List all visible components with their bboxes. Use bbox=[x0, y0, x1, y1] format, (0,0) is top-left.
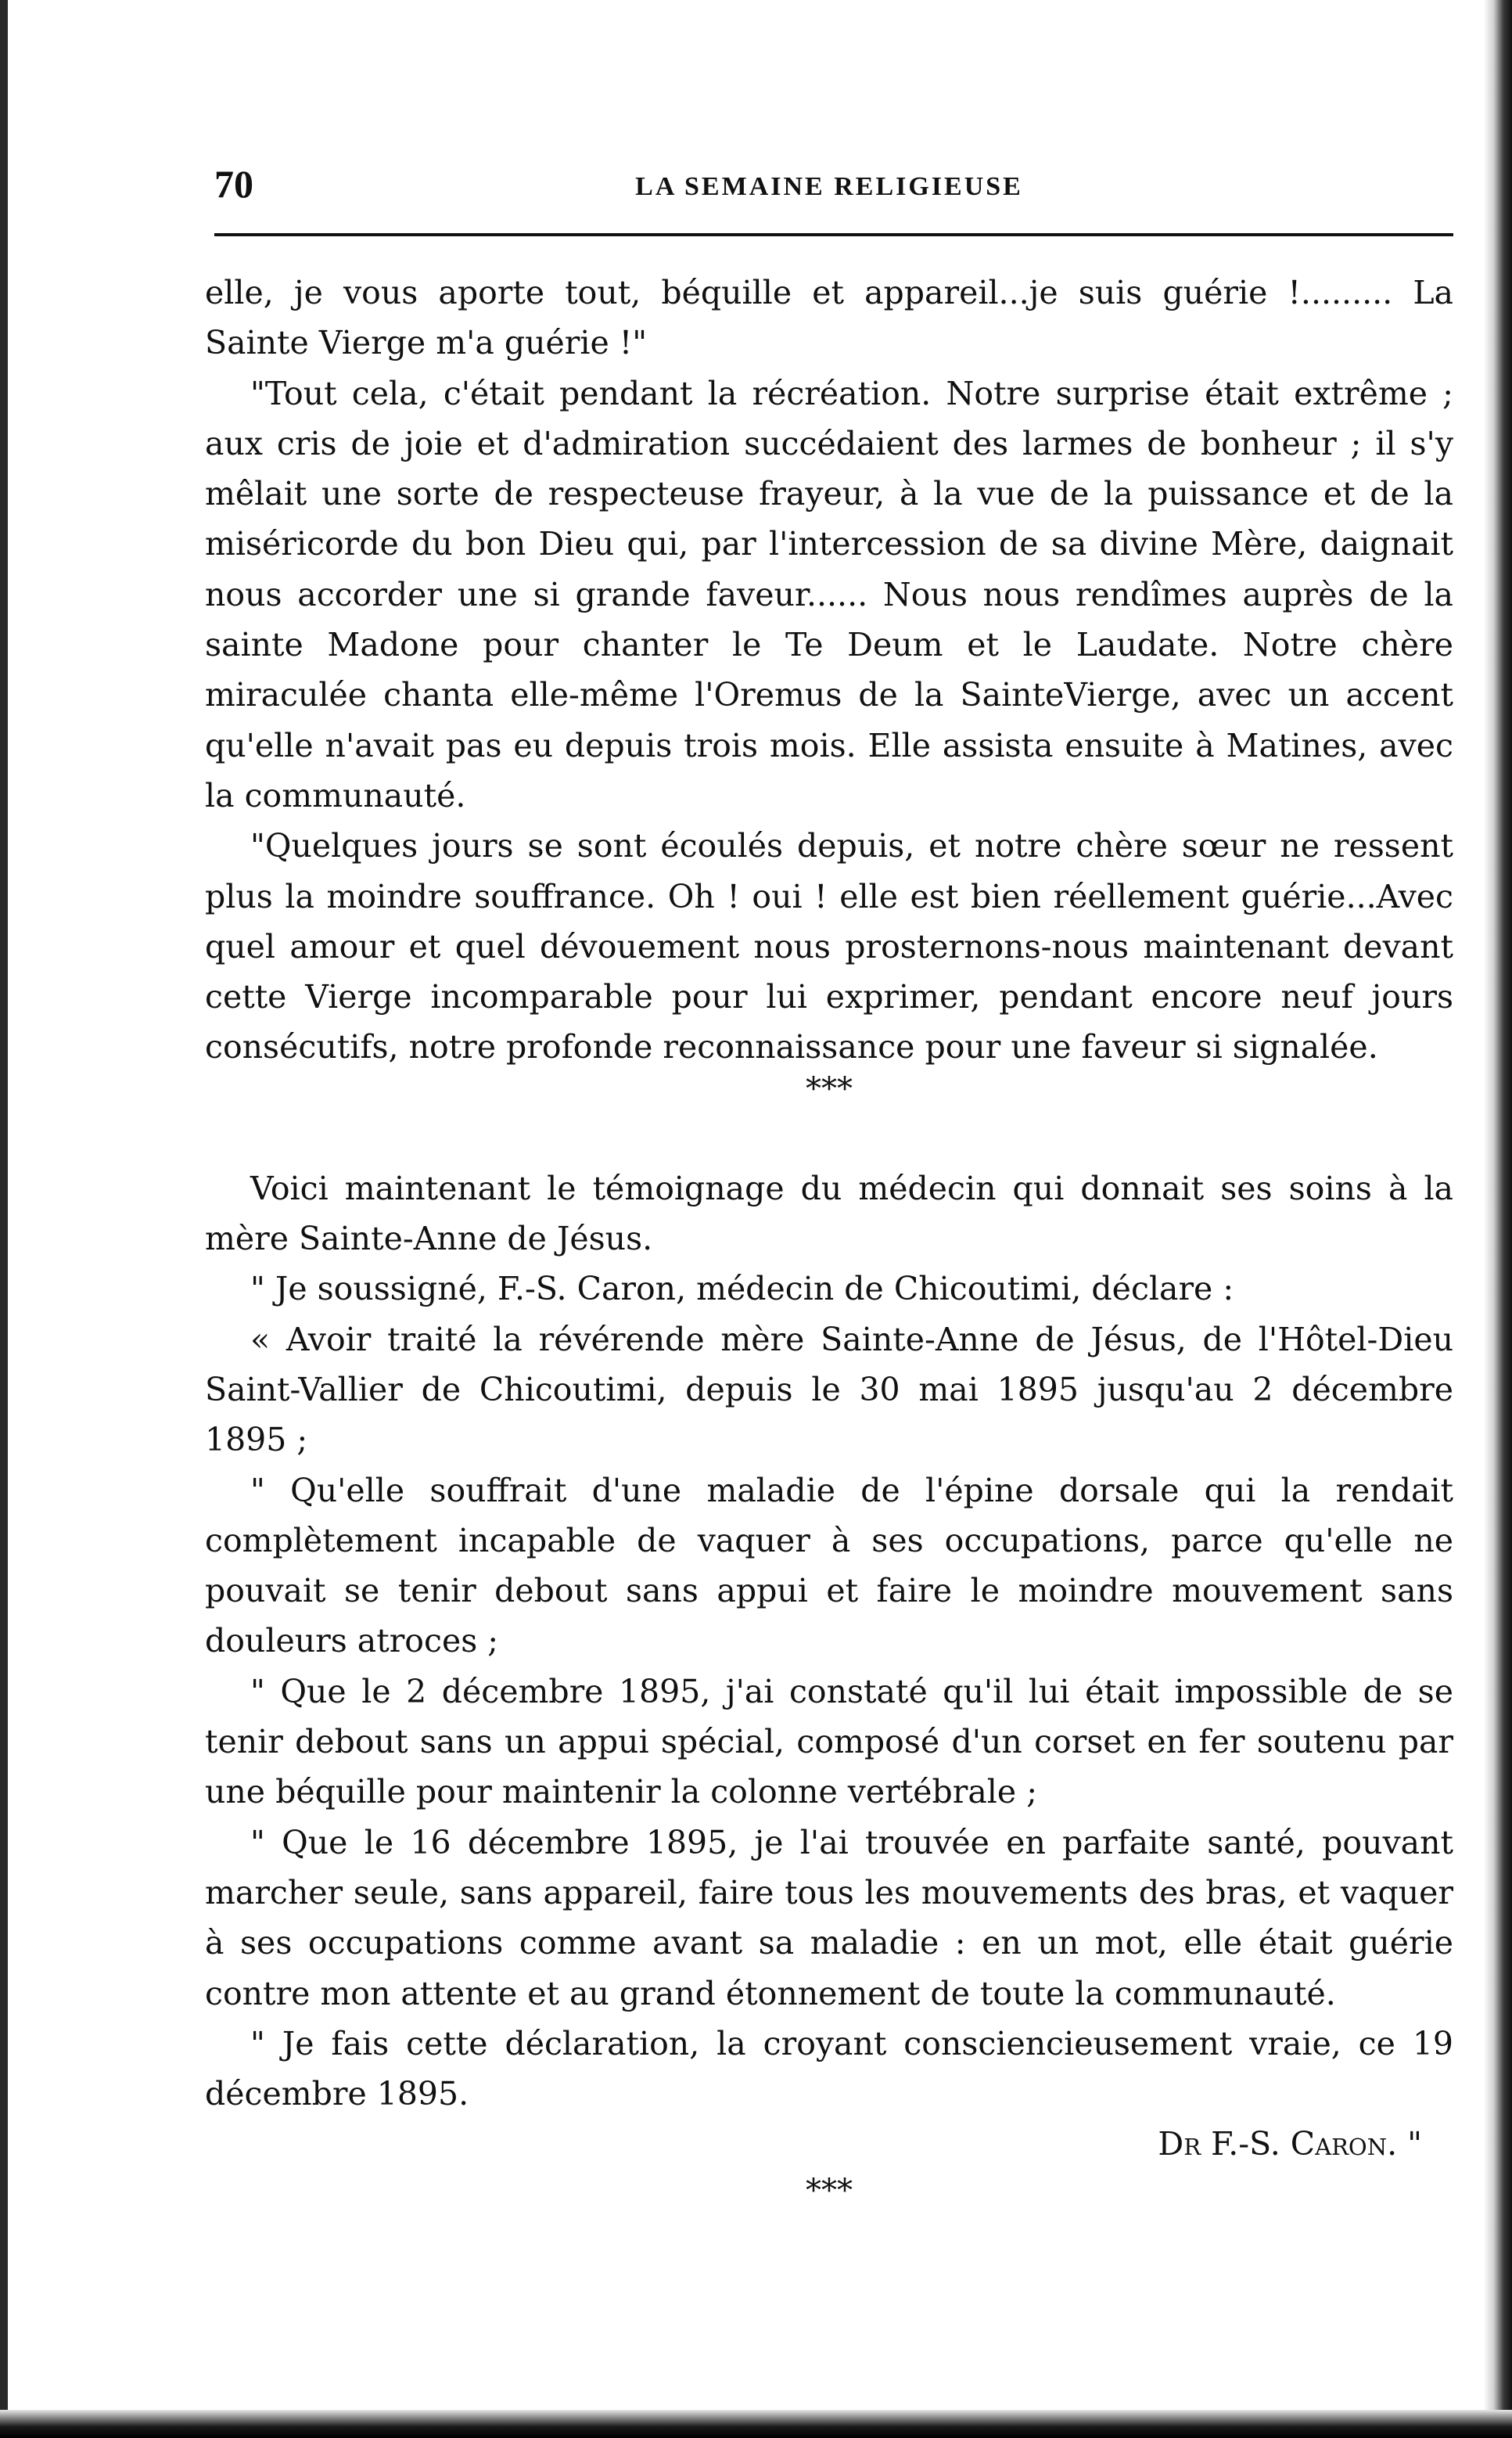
scan-left-edge bbox=[0, 0, 8, 2438]
paragraph-illness: " Qu'elle souffrait d'une maladie de l'épine dorsale qui la rendait complètement incapable de vaquer à ses occupations, parce qu'elle ne pouvait se tenir debout sans appui et faire le moindre mouvement sans douleurs atroces ; bbox=[205, 1471, 1453, 1660]
closing-asterism: *** bbox=[806, 2172, 853, 2209]
running-header bbox=[205, 149, 1453, 224]
running-title: LA SEMAINE RELIGIEUSE bbox=[635, 172, 1023, 201]
paragraph-treatment: « Avoir traité la révérende mère Sainte-Anne de Jésus, de l'Hôtel-Dieu Saint-Vallier de Chicoutimi, depuis le 30 mai 1895 jusqu'au 2 décembre 1895 ; bbox=[205, 1320, 1453, 1459]
paragraph-declaration-opening: " Je soussigné, F.-S. Caron, médecin de Chicoutimi, déclare : bbox=[250, 1270, 1234, 1308]
paragraph-declaration-close: " Je fais cette déclaration, la croyant consciencieusement vraie, ce 19 décembre 1895. bbox=[205, 2024, 1453, 2113]
paragraph-testimony-intro: Voici maintenant le témoignage du médecin qui donnait ses soins à la mère Sainte-Anne de Jésus. bbox=[205, 1169, 1453, 1258]
header-rule bbox=[214, 233, 1453, 236]
paragraph-continuation: elle, je vous aporte tout, béquille et appareil...je suis guérie !......... La Sainte Vierge m'a guérie !" bbox=[205, 274, 1453, 362]
scan-binding-edge bbox=[1484, 0, 1512, 2438]
paragraph-days-passed: "Quelques jours se sont écoulés depuis, et notre chère sœur ne ressent plus la moindre souffrance. Oh ! oui ! elle est bien réellement guérie...Avec quel amour et quel dévouement nous prosternons-nous maintenant devant cette Vierge incomparable pour lui exprimer, pendant encore neuf jours consécutifs, notre profonde reconnaissance pour une faveur si signalée. bbox=[205, 827, 1453, 1066]
section-asterism: *** bbox=[806, 1070, 853, 1107]
body-text bbox=[205, 268, 1453, 2209]
paragraph-recreation: "Tout cela, c'était pendant la récréation. Notre surprise était extrême ; aux cris de joie et d'admiration succédaient des larmes de bonheur ; il s'y mêlait une sorte de respecteuse frayeur, à la vue de la puissance et de la miséricorde du bon Dieu qui, par l'intercession de sa divine Mère, daignait nous accorder une si grande faveur...... Nous nous rendîmes auprès de la sainte Madone pour chanter le Te Deum et le Laudate. Notre chère miraculée chanta elle-même l'Oremus de la SainteVierge, avec un accent qu'elle n'avait pas eu depuis trois mois. Elle assista ensuite à Matines, avec la communauté. bbox=[205, 374, 1453, 814]
doctor-signature: Dr F.-S. Caron. " bbox=[1158, 2125, 1422, 2163]
paragraph-dec-2: " Que le 2 décembre 1895, j'ai constaté qu'il lui était impossible de se tenir debout sans un appui spécial, composé d'un corset en fer soutenu par une béquille pour maintenir la colonne vertébrale ; bbox=[205, 1672, 1453, 1811]
scan-bottom-edge bbox=[0, 2410, 1512, 2438]
page-number: 70 bbox=[214, 162, 253, 206]
paragraph-dec-16: " Que le 16 décembre 1895, je l'ai trouvée en parfaite santé, pouvant marcher seule, sans appareil, faire tous les mouvements des bras, et vaquer à ses occupations comme avant sa maladie : en un mot, elle était guérie contre mon attente et au grand étonnement de toute la communauté. bbox=[205, 1823, 1453, 2012]
document-page bbox=[205, 149, 1453, 2209]
